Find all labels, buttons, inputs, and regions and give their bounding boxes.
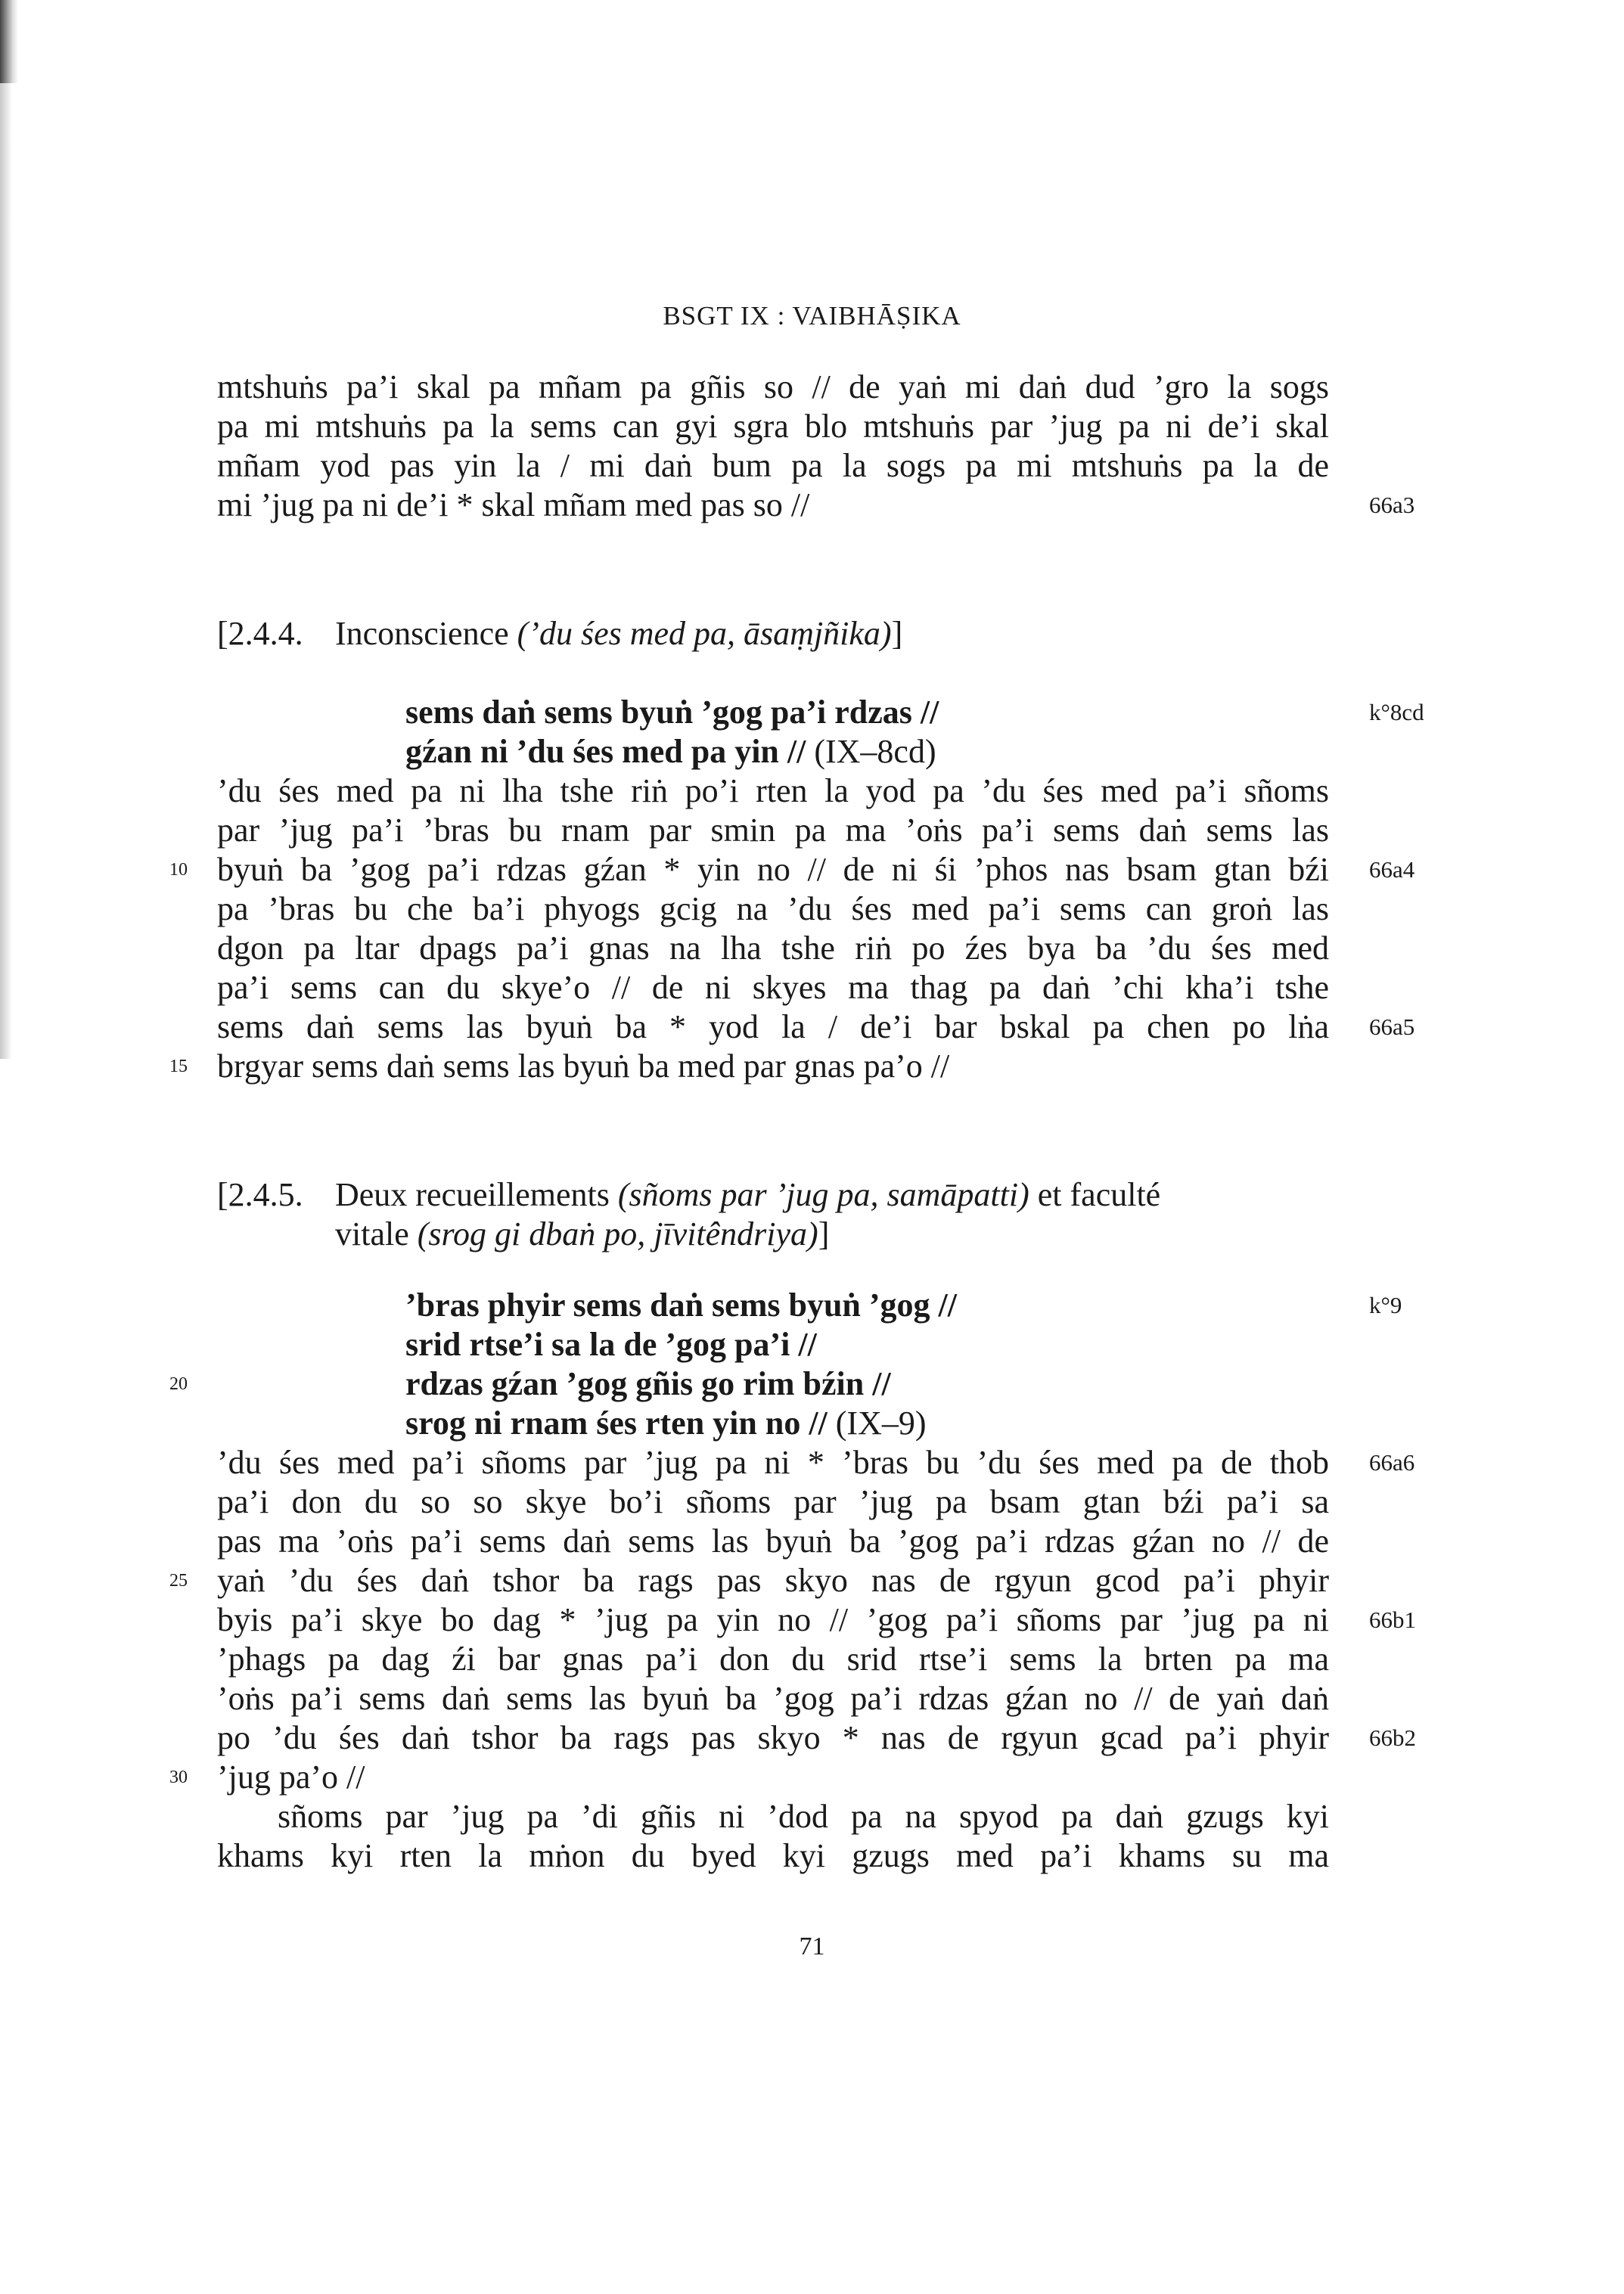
margin-ref: 66b1: [1369, 1606, 1416, 1633]
line-number: 15: [169, 1057, 188, 1076]
text-line: po ’du śes daṅ tshor ba rags pas skyo * nas de rgyun gcad pa’i phyir: [217, 1719, 1329, 1756]
verse-tag: (IX–9): [835, 1405, 927, 1442]
text-line: dgon pa ltar dpags pa’i gnas na lha tshe riṅ po źes bya ba ’du śes med: [217, 930, 1329, 967]
section-gloss: (’du śes med pa, āsaṃjñika): [517, 615, 892, 652]
section-heading-cont: [335, 1215, 829, 1254]
margin-ref: 66a4: [1369, 856, 1415, 883]
margin-ref: 66a5: [1369, 1014, 1415, 1040]
verse-text: gźan ni ’du śes med pa yin //: [405, 733, 806, 770]
section-bracket: ]: [891, 615, 903, 652]
text-line: par ’jug pa’i ’bras bu rnam par smin pa ma ’oṅs pa’i sems daṅ sems las: [217, 812, 1329, 849]
margin-ref: k°8cd: [1369, 699, 1424, 725]
verse-line: [405, 732, 1517, 771]
running-head: BSGT IX : VAIBHĀṢIKA: [663, 301, 961, 331]
verse-line: rdzas gźan ’gog gñis go rim bźin //: [405, 1365, 891, 1402]
text-line: pa’i don du so so skye bo’i sñoms par ’jug pa bsam gtan bźi pa’i sa: [217, 1483, 1329, 1520]
section-title: et faculté: [1037, 1176, 1161, 1213]
text-line: ’du śes med pa ni lha tshe riṅ po’i rten la yod pa ’du śes med pa’i sñoms: [217, 772, 1329, 809]
text-line: byuṅ ba ’gog pa’i rdzas gźan * yin no // de ni śi ’phos nas bsam gtan bźi: [217, 851, 1329, 888]
text-line: khams kyi rten la mṅon du byed kyi gzugs med pa’i khams su ma: [217, 1837, 1329, 1874]
section-gloss: (srog gi dbaṅ po, jīvitêndriya): [417, 1215, 818, 1253]
text-line: mñam yod pas yin la / mi daṅ bum pa la sogs pa mi mtshuṅs pa la de: [217, 447, 1329, 484]
section-heading: [217, 614, 902, 653]
verse-text: srog ni rnam śes rten yin no //: [405, 1405, 828, 1442]
margin-ref: k°9: [1369, 1292, 1402, 1318]
line-number: 30: [169, 1768, 188, 1787]
text-line: ’jug pa’o //: [217, 1759, 365, 1796]
verse-line: [405, 1404, 1517, 1443]
section-title: vitale: [335, 1215, 409, 1253]
section-title: Deux recueillements: [335, 1176, 610, 1213]
binding-shadow: [0, 0, 12, 1059]
section-heading: [217, 1175, 1160, 1215]
text-line: byis pa’i skye bo dag * ’jug pa yin no // ’gog pa’i sñoms par ’jug pa ni: [217, 1601, 1329, 1638]
margin-ref: 66a3: [1369, 492, 1415, 518]
line-number: 20: [169, 1374, 188, 1394]
verse-line: sems daṅ sems byuṅ ’gog pa’i rdzas //: [405, 694, 939, 731]
text-line: yaṅ ’du śes daṅ tshor ba rags pas skyo nas de rgyun gcod pa’i phyir: [217, 1562, 1329, 1599]
text-line: sñoms par ’jug pa ’di gñis ni ’dod pa na spyod pa daṅ gzugs kyi: [278, 1798, 1329, 1835]
verse-line: ’bras phyir sems daṅ sems byuṅ ’gog //: [405, 1287, 957, 1324]
text-line: ’oṅs pa’i sems daṅ sems las byuṅ ba ’gog pa’i rdzas gźan no // de yaṅ daṅ: [217, 1680, 1329, 1717]
binding-mark: [0, 0, 18, 83]
text-line: pas ma ’oṅs pa’i sems daṅ sems las byuṅ ba ’gog pa’i rdzas gźan no // de: [217, 1523, 1329, 1560]
text-line: ’du śes med pa’i sñoms par ’jug pa ni * ’bras bu ’du śes med pa de thob: [217, 1444, 1329, 1481]
text-line: brgyar sems daṅ sems las byuṅ ba med par gnas pa’o //: [217, 1048, 950, 1085]
verse-line: srid rtse’i sa la de ’gog pa’i //: [405, 1326, 817, 1363]
margin-ref: 66b2: [1369, 1724, 1416, 1751]
section-bracket: ]: [818, 1215, 830, 1253]
margin-ref: 66a6: [1369, 1449, 1415, 1476]
section-number: [2.4.5.: [217, 1176, 303, 1213]
section-title: Inconscience: [335, 615, 509, 652]
page-number: 71: [799, 1932, 825, 1960]
text-line: mtshuṅs pa’i skal pa mñam pa gñis so // de yaṅ mi daṅ dud ’gro la sogs: [217, 368, 1329, 405]
text-line: pa’i sems can du skye’o // de ni skyes ma thag pa daṅ ’chi kha’i tshe: [217, 969, 1329, 1006]
section-number: [2.4.4.: [217, 615, 303, 652]
text-line: mi ’jug pa ni de’i * skal mñam med pas so //: [217, 486, 810, 523]
line-number: 25: [169, 1571, 188, 1591]
section-gloss: (sñoms par ’jug pa, samāpatti): [617, 1176, 1029, 1213]
verse-tag: (IX–8cd): [814, 733, 936, 770]
text-line: pa ’bras bu che ba’i phyogs gcig na ’du śes med pa’i sems can groṅ las: [217, 890, 1329, 927]
text-line: pa mi mtshuṅs pa la sems can gyi sgra blo mtshuṅs par ’jug pa ni de’i skal: [217, 408, 1329, 445]
text-line: sems daṅ sems las byuṅ ba * yod la / de’i bar bskal pa chen po lṅa: [217, 1008, 1329, 1045]
text-line: ’phags pa dag źi bar gnas pa’i don du srid rtse’i sems la brten pa ma: [217, 1641, 1329, 1678]
line-number: 10: [169, 860, 188, 880]
